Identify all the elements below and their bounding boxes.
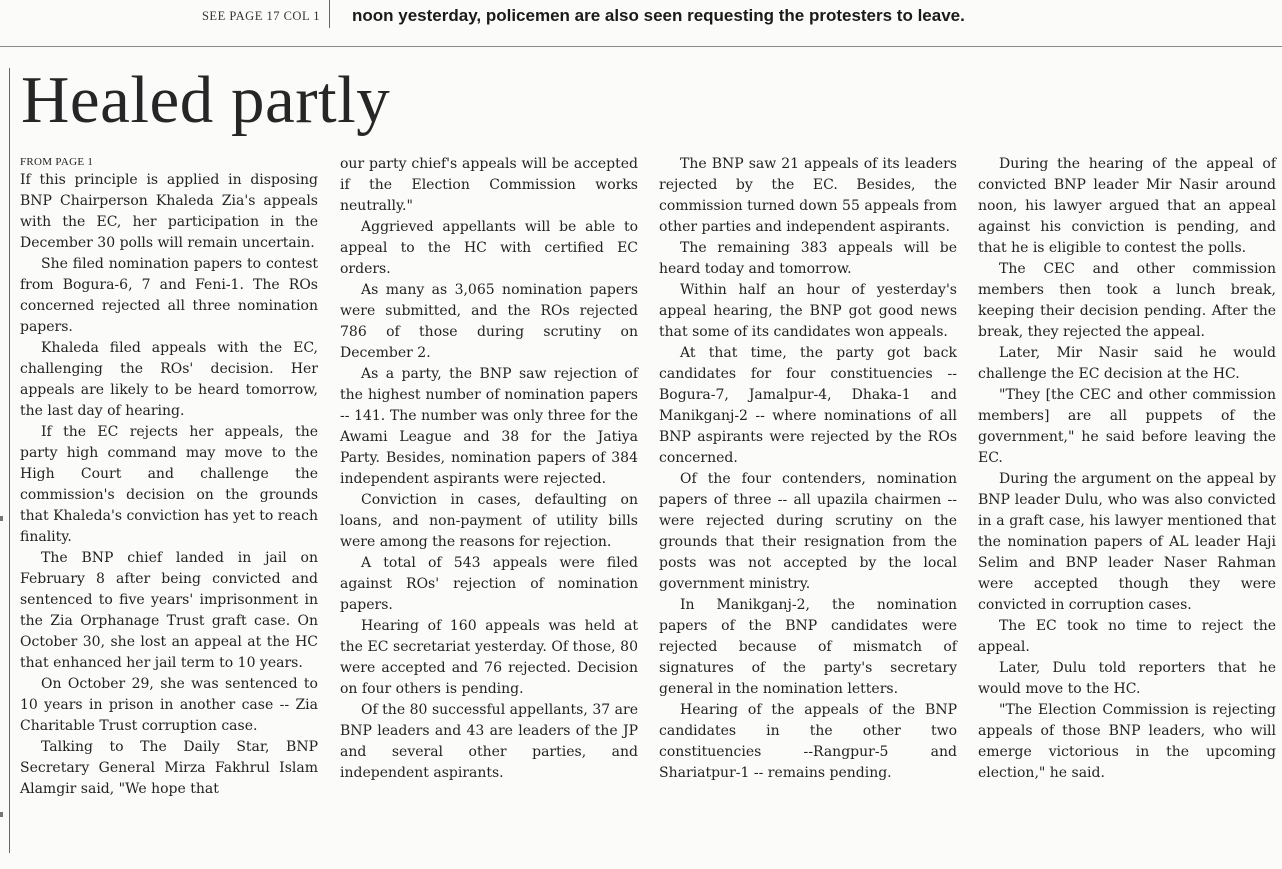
article-paragraph: The CEC and other commission members then took a lunch break, keeping their decision pending. After the break, they rejected the appeal. [978, 261, 1276, 340]
article-paragraph: The BNP chief landed in jail on February 8 after being convicted and sentenced to five years' imprisonment in the Zia Orphanage Trust graft case. On October 30, she lost an appeal at the HC that enhanced her jail term to 10 years. [20, 550, 318, 671]
article-paragraph: Later, Dulu told reporters that he would move to the HC. [978, 660, 1276, 697]
article-paragraph: Of the four contenders, nomination papers of three -- all upazila chairmen -- were rejected during scrutiny on the grounds that their resignation from the posts was not accepted by the local government ministry. [659, 471, 957, 592]
top-strip [0, 0, 1282, 46]
article-paragraph: our party chief's appeals will be accepted if the Election Commission works neutrally." [340, 156, 638, 214]
article-paragraph: If this principle is applied in disposing BNP Chairperson Khaleda Zia's appeals with the EC, her participation in the December 30 polls will remain uncertain. [20, 172, 318, 251]
article-paragraph: She filed nomination papers to contest from Bogura-6, 7 and Feni-1. The ROs concerned rejected all three nomination papers. [20, 256, 318, 335]
article-paragraph: Khaleda filed appeals with the EC, challenging the ROs' decision. Her appeals are likely to be heard tomorrow, the last day of hearing. [20, 340, 318, 419]
article-paragraph: Of the 80 successful appellants, 37 are BNP leaders and 43 are leaders of the JP and several other parties, and independent aspirants. [340, 702, 638, 781]
article-paragraph: Talking to The Daily Star, BNP Secretary General Mirza Fakhrul Islam Alamgir said, "We hope that [20, 739, 318, 797]
clipped-text-line [40, 0, 310, 2]
article-paragraph: Aggrieved appellants will be able to appeal to the HC with certified EC orders. [340, 219, 638, 277]
article-column-3 [659, 154, 957, 784]
left-margin-rule [9, 68, 10, 853]
margin-mark [0, 812, 3, 817]
article-paragraph: "They [the CEC and other commission members] are all puppets of the government," he said before leaving the EC. [978, 387, 1276, 466]
article-paragraph: During the hearing of the appeal of convicted BNP leader Mir Nasir around noon, his lawyer argued that an appeal against his conviction is pending, and that he is eligible to contest the polls. [978, 156, 1276, 256]
article-paragraph: Conviction in cases, defaulting on loans, and non-payment of utility bills were among the reasons for rejection. [340, 492, 638, 550]
continuation-label: FROM PAGE 1 [20, 156, 94, 168]
article-paragraph: The EC took no time to reject the appeal. [978, 618, 1276, 655]
article-paragraph: Hearing of the appeals of the BNP candidates in the other two constituencies --Rangpur-5 and Shariatpur-1 -- remains pending. [659, 702, 957, 781]
article-paragraph: The BNP saw 21 appeals of its leaders rejected by the EC. Besides, the commission turned down 55 appeals from other parties and independent aspirants. [659, 156, 957, 235]
article-paragraph: As a party, the BNP saw rejection of the highest number of nomination papers -- 141. The number was only three for the Awami League and 38 for the Jatiya Party. Besides, nomination papers of 384 independent aspirants were rejected. [340, 366, 638, 487]
article-paragraph: During the argument on the appeal by BNP leader Dulu, who was also convicted in a graft case, his lawyer mentioned that the nomination papers of AL leader Haji Selim and BNP leader Naser Rahman were accepted though they were convicted in corruption cases. [978, 471, 1276, 613]
article-paragraph: On October 29, she was sentenced to 10 years in prison in another case -- Zia Charitable Trust corruption case. [20, 676, 318, 734]
article-paragraph: If the EC rejects her appeals, the party high command may move to the High Court and challenge the commission's decision on the grounds that Khaleda's conviction has yet to reach finality. [20, 424, 318, 545]
article-headline: Healed partly [21, 63, 391, 137]
article-paragraph: Hearing of 160 appeals was held at the EC secretariat yesterday. Of those, 80 were accepted and 76 rejected. Decision on four others is pending. [340, 618, 638, 697]
article-column-2 [340, 154, 638, 784]
margin-mark [0, 516, 3, 521]
photo-caption: noon yesterday, policemen are also seen requesting the protesters to leave. [352, 6, 965, 25]
section-rule [0, 46, 1282, 47]
article-paragraph: The remaining 383 appeals will be heard today and tomorrow. [659, 240, 957, 277]
article-paragraph: As many as 3,065 nomination papers were submitted, and the ROs rejected 786 of those during scrutiny on December 2. [340, 282, 638, 361]
article-paragraph: Within half an hour of yesterday's appeal hearing, the BNP got good news that some of its candidates won appeals. [659, 282, 957, 340]
see-page-reference: SEE PAGE 17 COL 1 [201, 9, 320, 23]
article-paragraph: Later, Mir Nasir said he would challenge the EC decision at the HC. [978, 345, 1276, 382]
column-divider [329, 0, 330, 28]
article-column-1 [20, 154, 318, 800]
article-paragraph: A total of 543 appeals were filed against ROs' rejection of nomination papers. [340, 555, 638, 613]
article-column-4 [978, 154, 1276, 784]
article-paragraph: In Manikganj-2, the nomination papers of the BNP candidates were rejected because of mismatch of signatures of the party's secretary general in the nomination letters. [659, 597, 957, 697]
article-paragraph: At that time, the party got back candidates for four constituencies -- Bogura-7, Jamalpur-4, Dhaka-1 and Manikganj-2 -- where nominations of all BNP aspirants were rejected by the ROs concerned. [659, 345, 957, 466]
article-paragraph: "The Election Commission is rejecting appeals of those BNP leaders, who will emerge victorious in the upcoming election," he said. [978, 702, 1276, 781]
